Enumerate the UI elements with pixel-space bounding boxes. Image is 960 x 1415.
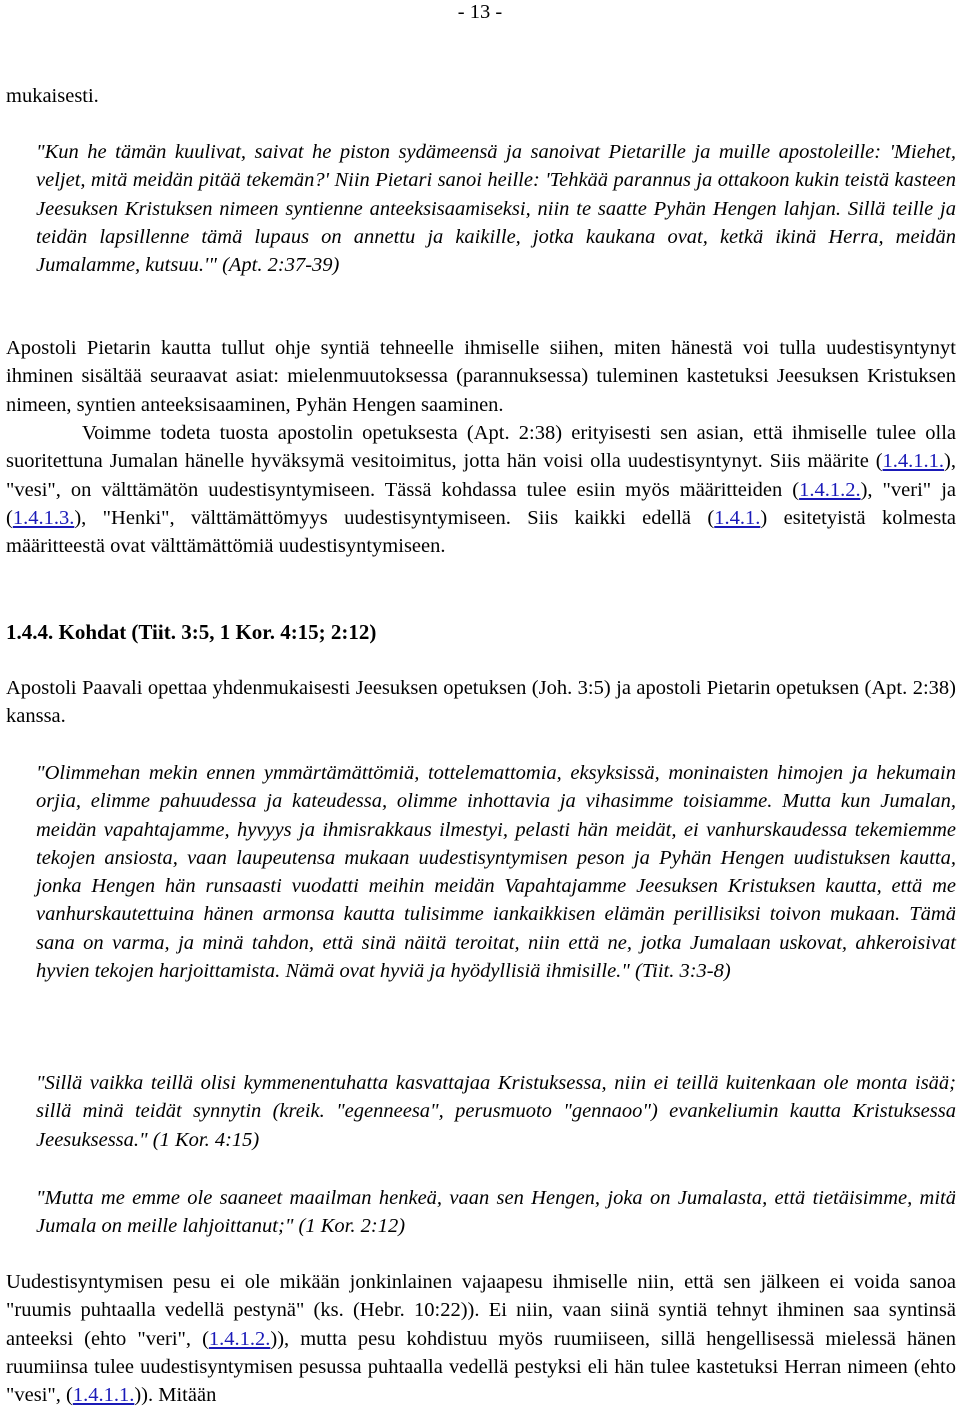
link-1-4-1-2[interactable]: 1.4.1.2. [799,478,861,501]
scripture-quote-acts: "Kun he tämän kuulivat, saivat he piston sydämeensä ja sanoivat Pietarille ja muille apostoleille: 'Miehet, veljet, mitä meidän pitää tekemän?' Niin Pietari sanoi heille: 'Tehkää parannus ja ottakoon kukin teistä kasteen Jeesuksen Kristuksen nimeen syntienne anteeksisaamiseksi, niin te saatte Pyhän Hengen lahjan. Sillä teille ja teidän lapsillenne tämä lupaus on annettu ja kaikille, jotka kaukana ovat, ketkä ikinä Herra, meidän Jumalamme, kutsuu.'" (Apt. 2:37-39) [36,141,956,277]
page-number: - 13 - [457,1,503,23]
link-1-4-1-1[interactable]: 1.4.1.1. [882,450,945,473]
section-heading: 1.4.4. Kohdat (Tiit. 3:5, 1 Kor. 4:15; 2:12) [6,620,377,644]
scripture-quote-titus: "Olimmehan mekin ennen ymmärtämättömiä, tottelemattomia, eksyksissä, moninaisten himojen ja hekumain orjia, elimme pahuudessa ja kateudessa, olimme inhottavia ja vihasimme toisiamme. Mutta kun Jumalan, meidän vapahtajamme, hyvyys ja ihmisrakkaus ilmestyi, pelasti hän meidät, ei vanhurskaudessa tekemiemme tekojen ansiosta, vaan laupeutensa mukaan uudestisyntymisen peson ja Pyhän Hengen uudistuksen kautta, jonka Hengen hän runsaasti vuodatti meihin meidän Vapahtajamme Jeesuksen Kristuksen kautta, että me vanhurskautettuina hänen armonsa kautta tulisimme iankaikkisen elämän perillisiksi toivon mukaan. Tämä sana on varma, ja minä tahdon, että sinä näitä teroitat, niin että ne, jotka Jumalaan uskovat, ahkeroisivat hyvien tekojen harjoittamista. Nämä ovat hyviä ja hyödyllisiä ihmisille." (Tiit. 3:3-8) [36,762,956,983]
link-1-4-1[interactable]: 1.4.1. [714,506,761,529]
paragraph-text: Voimme todeta tuosta apostolin opetuksesta (Apt. 2:38) erityisesti sen asian, että ihmiselle tulee olla suoritettuna Jumalan hänelle hyväksymä vesitoimitus, jotta hän voisi olla uudestisyntynyt. Siis määrite ( [6,422,956,473]
paragraph-text: Uudestisyntymisen pesu ei ole mikään jonkinlainen vajaapesu ihmiselle niin, että sen jälkeen ei voida sanoa "ruumis puhtaalla vedellä pestynä" (ks. (Hebr. 10:22)). Ei niin, vaan siinä syntiä tehnyt ihminen saa syntinsä anteeksi (ehto "veri", ( [6,1271,956,1350]
continuation-text: mukaisesti. [6,85,99,107]
paragraph-peter-teaching: Apostoli Pietarin kautta tullut ohje syntiä tehneelle ihmiselle siihen, miten hänestä voi tulla uudestisyntynyt ihminen sisältää seuraavat asiat: mielenmuutoksessa (parannuksessa) tuleminen kastetuksi Jeesuksen Kristuksen nimeen, syntien anteeksisaaminen, Pyhän Hengen saaminen. [6,337,956,416]
paragraph-text: ), "vesi", on välttämätön uudestisyntymiseen. Tässä kohdassa tulee esiin myös määritteiden ( [6,450,956,501]
paragraph-text: )). Mitään [134,1384,217,1407]
paragraph-definitions [6,419,956,560]
link-1-4-1-1[interactable]: 1.4.1.1. [72,1384,135,1407]
scripture-quote-1-cor-4: "Sillä vaikka teillä olisi kymmenentuhatta kasvattajaa Kristuksessa, niin ei teillä kuitenkaan ole monta isää; sillä minä teidät synnytin (kreik. "egenneesa", perusmuoto "gennaoo") evankeliumin kautta Kristuksessa Jeesuksessa." (1 Kor. 4:15) [36,1072,956,1151]
paragraph-text: )), mutta pesu kohdistuu myös ruumiiseen, sillä hengellisessä mielessä hänen ruumiinsa tulee uudestisyntymisen pesussa puhtaalla vedellä pestyksi eli hän tulee kastetuksi Herran nimeen (ehto "vesi", ( [6,1327,956,1407]
paragraph-washing [6,1268,956,1409]
paragraph-text: ), "veri" ja ( [6,478,956,529]
paragraph-paul-teaching: Apostoli Paavali opettaa yhdenmukaisesti Jeesuksen opetuksen (Joh. 3:5) ja apostoli Pietarin opetuksen (Apt. 2:38) kanssa. [6,677,956,728]
paragraph-text: ), "Henki", välttämättömyys uudestisyntymiseen. Siis kaikki edellä ( [74,506,715,529]
paragraph-text: ) esitetyistä kolmesta määritteestä ovat välttämättömiä uudestisyntymiseen. [6,506,956,558]
scripture-quote-1-cor-2: "Mutta me emme ole saaneet maailman henkeä, vaan sen Hengen, joka on Jumalasta, että tietäisimme, mitä Jumala on meille lahjoittanut;" (1 Kor. 2:12) [36,1187,956,1238]
link-1-4-1-2[interactable]: 1.4.1.2. [208,1327,271,1350]
link-1-4-1-3[interactable]: 1.4.1.3. [12,506,75,529]
